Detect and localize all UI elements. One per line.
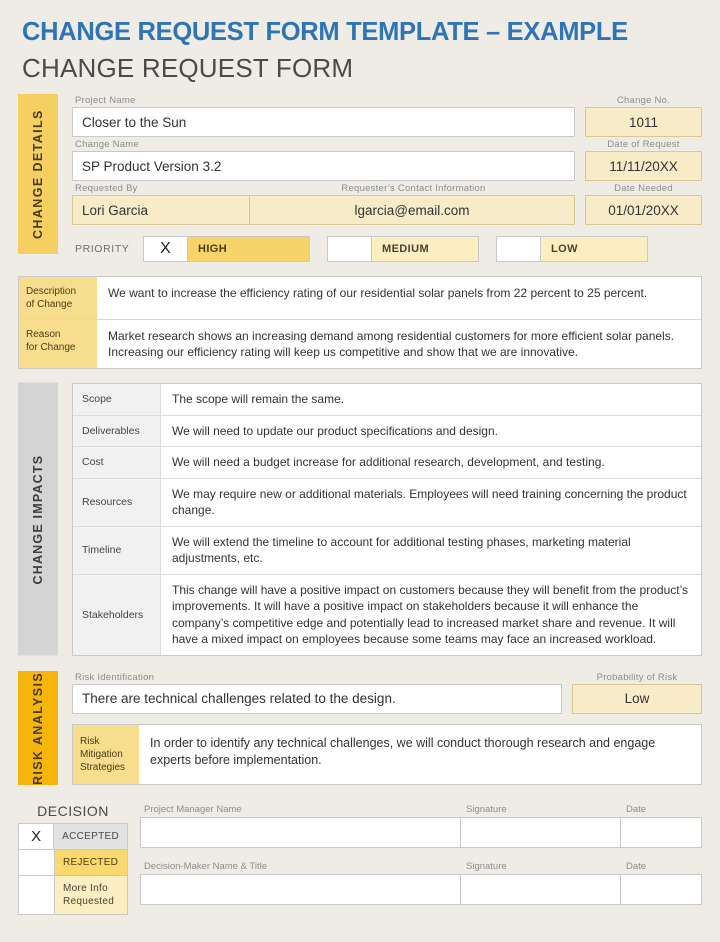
decision-rejected-checkbox[interactable] <box>19 850 55 875</box>
decision-more-info-line1: More Info <box>63 882 108 894</box>
requested-by-label: Requested By <box>75 183 138 194</box>
date-needed-label: Date Needed <box>614 183 673 194</box>
priority-high-checkbox[interactable]: X <box>144 237 188 261</box>
date-needed-input[interactable]: 01/01/20XX <box>585 195 702 225</box>
dm-name-input[interactable] <box>141 875 461 904</box>
change-details-section <box>18 94 702 262</box>
risk-identification-label: Risk Identification <box>75 671 155 683</box>
dm-date-input[interactable] <box>621 875 701 904</box>
change-no-label: Change No. <box>616 95 671 106</box>
change-name-group <box>72 138 575 181</box>
impact-label-stakeholders: Stakeholders <box>73 575 161 655</box>
description-of-change-value[interactable]: We want to increase the efficiency rating of our residential solar panels from 22 percent to 25 percent. <box>108 286 648 300</box>
impact-value-scope[interactable]: The scope will remain the same. <box>172 392 345 406</box>
decision-option-more-info[interactable] <box>19 876 127 914</box>
risk-mitigation-label-line1: Risk <box>80 735 100 747</box>
decision-accepted-label: ACCEPTED <box>54 824 127 849</box>
project-name-label: Project Name <box>75 95 136 106</box>
project-name-input[interactable]: Closer to the Sun <box>72 107 575 137</box>
change-no-input[interactable]: 1011 <box>585 107 702 137</box>
change-impacts-section <box>18 383 702 656</box>
table-row <box>73 479 701 527</box>
reason-for-change-row <box>19 320 701 368</box>
reason-label-line2: for Change <box>26 342 76 353</box>
risk-identification-group <box>72 671 562 714</box>
project-name-row <box>72 94 702 137</box>
risk-mitigation-value[interactable]: In order to identify any technical challenges, we will conduct thorough research and engage experts before implementation. <box>150 735 656 767</box>
priority-option-low[interactable] <box>496 236 648 262</box>
priority-option-medium[interactable] <box>327 236 479 262</box>
pm-name-input[interactable] <box>141 818 461 847</box>
table-row <box>73 384 701 416</box>
impact-value-timeline[interactable]: We will extend the timeline to account for additional testing phases, marketing material adjustments, etc. <box>172 534 631 565</box>
requested-by-row <box>72 182 702 225</box>
probability-of-risk-label: Probability of Risk <box>596 671 678 683</box>
reason-for-change-value[interactable]: Market research shows an increasing demand among residential customers for more efficient solar panels. Increasing our efficiency rating will keep us competitive and show that we are innovative. <box>108 329 675 359</box>
requested-by-group <box>72 182 575 225</box>
dm-signature-inputs <box>140 874 702 905</box>
risk-top-row <box>72 671 702 714</box>
decision-more-info-line2: Requested <box>63 895 115 907</box>
table-row <box>73 416 701 448</box>
change-details-side-tab: CHANGE DETAILS <box>18 94 58 254</box>
decision-rejected-label: REJECTED <box>55 850 127 875</box>
dm-signature-label: Signature <box>466 860 507 872</box>
pm-date-input[interactable] <box>621 818 701 847</box>
date-of-request-label: Date of Request <box>607 139 680 150</box>
signature-block-project-manager <box>140 803 702 848</box>
date-needed-group <box>585 182 702 225</box>
page-title: CHANGE REQUEST FORM <box>22 53 354 83</box>
contact-input[interactable]: lgarcia@email.com <box>249 195 575 225</box>
risk-mitigation-label-line2: Mitigation <box>80 748 123 760</box>
requester-fields <box>72 195 575 225</box>
signature-block-decision-maker <box>140 860 702 905</box>
impact-value-resources[interactable]: We may require new or additional materials. Employees will need training concerning the product change. <box>172 486 687 517</box>
priority-high-label: HIGH <box>188 237 309 261</box>
dm-signature-labels <box>140 860 702 874</box>
impact-label-timeline: Timeline <box>73 527 161 574</box>
pm-signature-labels <box>140 803 702 817</box>
probability-of-risk-input[interactable]: Low <box>572 684 702 714</box>
change-name-row <box>72 138 702 181</box>
impact-value-stakeholders[interactable]: This change will have a positive impact on customers because they will benefit from the product’s improvements. It will have a positive impact on stakeholders because it will enhance the company’s competitive edge and potentially lead to increased market share and revenue. It will have a mixed impact on employees because some teams may face an increased workload. <box>172 582 689 646</box>
contact-label: Requester’s Contact Information <box>341 183 486 194</box>
risk-identification-input[interactable]: There are technical challenges related to the design. <box>72 684 562 714</box>
template-title: CHANGE REQUEST FORM TEMPLATE – EXAMPLE <box>22 18 628 46</box>
decision-more-info-label <box>55 876 127 914</box>
risk-analysis-section <box>18 671 702 785</box>
reason-label-line1: Reason <box>26 329 61 340</box>
decision-more-info-checkbox[interactable] <box>19 876 55 914</box>
decision-accepted-checkbox[interactable]: X <box>19 824 54 849</box>
change-details-body <box>72 94 702 262</box>
impact-label-resources: Resources <box>73 479 161 526</box>
description-label-line1: Description <box>26 286 77 297</box>
risk-analysis-side-tab: RISK ANALYSIS <box>18 671 58 785</box>
decision-option-accepted[interactable] <box>19 824 127 850</box>
table-row <box>73 575 701 655</box>
priority-option-high[interactable] <box>143 236 310 262</box>
dm-signature-input[interactable] <box>461 875 621 904</box>
reason-for-change-label <box>19 320 97 368</box>
pm-signature-input[interactable] <box>461 818 621 847</box>
impact-value-deliverables[interactable]: We will need to update our product specifications and design. <box>172 423 498 438</box>
date-of-request-group <box>585 138 702 181</box>
change-impacts-table <box>72 383 702 656</box>
table-row <box>73 447 701 479</box>
impact-label-scope: Scope <box>73 384 161 415</box>
description-reason-table <box>18 276 702 369</box>
project-name-group <box>72 94 575 137</box>
date-of-request-input[interactable]: 11/11/20XX <box>585 151 702 181</box>
decision-heading: DECISION <box>37 802 109 819</box>
pm-signature-inputs <box>140 817 702 848</box>
change-name-label: Change Name <box>75 139 140 150</box>
priority-label: PRIORITY <box>75 243 130 255</box>
description-of-change-label <box>19 277 97 319</box>
priority-row <box>72 236 702 262</box>
decision-option-rejected[interactable] <box>19 850 127 876</box>
description-label-line2: of Change <box>26 299 73 310</box>
signature-blocks <box>140 803 702 917</box>
pm-name-label: Project Manager Name <box>144 803 242 815</box>
priority-low-label: LOW <box>541 237 647 261</box>
dm-date-label: Date <box>626 860 647 872</box>
pm-date-label: Date <box>626 803 647 815</box>
impact-label-deliverables: Deliverables <box>73 416 161 447</box>
change-impacts-side-tab: CHANGE IMPACTS <box>18 383 58 656</box>
decision-options-table <box>18 823 128 915</box>
risk-mitigation-row <box>72 724 702 785</box>
priority-medium-label: MEDIUM <box>372 237 478 261</box>
risk-analysis-body <box>72 671 702 785</box>
change-name-input[interactable]: SP Product Version 3.2 <box>72 151 575 181</box>
priority-low-checkbox[interactable] <box>497 237 541 261</box>
description-of-change-row <box>19 277 701 320</box>
impact-label-cost: Cost <box>73 447 161 478</box>
decision-options-group <box>18 803 128 917</box>
dm-name-label: Decision-Maker Name & Title <box>144 860 268 872</box>
probability-of-risk-group <box>572 671 702 714</box>
pm-signature-label: Signature <box>466 803 507 815</box>
table-row <box>73 527 701 575</box>
requested-by-input[interactable]: Lori Garcia <box>72 195 249 225</box>
change-no-group <box>585 94 702 137</box>
risk-mitigation-label-line3: Strategies <box>80 761 126 773</box>
decision-section <box>18 803 702 917</box>
risk-mitigation-label <box>73 725 139 784</box>
priority-medium-checkbox[interactable] <box>328 237 372 261</box>
impact-value-cost[interactable]: We will need a budget increase for additional research, development, and testing. <box>172 455 605 469</box>
